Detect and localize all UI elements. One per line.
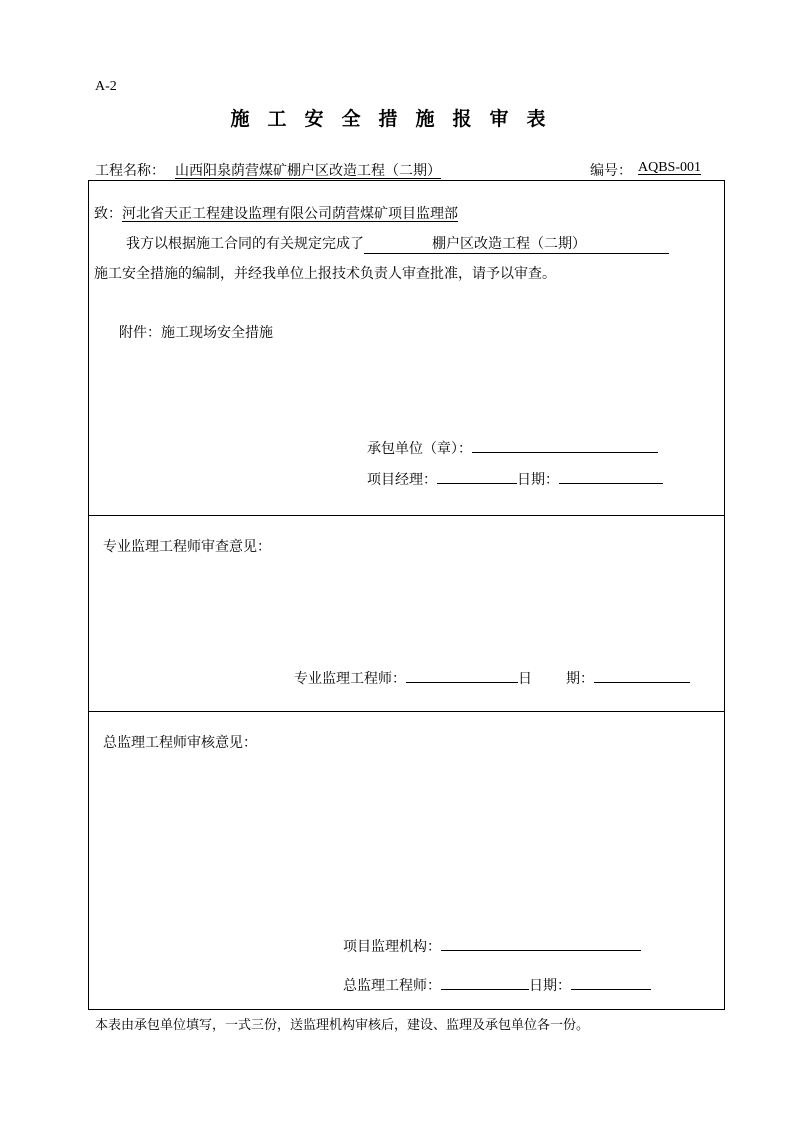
statement-line-2: 施工安全措施的编制，并经我单位上报技术负责人审查批准，请予以审查。	[94, 266, 556, 282]
manager-date-row	[367, 468, 663, 489]
date-label: 日期：	[517, 472, 559, 488]
chief-review-heading: 总监理工程师审核意见：	[103, 735, 257, 751]
project-name-label: 工程名称：	[95, 163, 165, 179]
contractor-seal-field[interactable]	[472, 437, 658, 453]
chief-date-field[interactable]	[571, 974, 651, 990]
engineer-date-field[interactable]	[594, 667, 690, 683]
completed-work-value: 棚户区改造工程（二期）	[432, 236, 586, 252]
chief-sign-row	[343, 974, 651, 995]
project-name-value: 山西阳泉荫营煤矿棚户区改造工程（二期）	[175, 163, 441, 179]
form-title	[0, 104, 794, 131]
project-manager-field[interactable]	[437, 468, 517, 484]
serial-number-value: AQBS-001	[638, 160, 702, 175]
chief-date-label: 日期：	[529, 978, 571, 994]
engineer-sign-row	[294, 667, 690, 688]
chief-engineer-label: 总监理工程师：	[343, 978, 441, 994]
statement-line-1	[126, 233, 669, 254]
project-manager-label: 项目经理：	[367, 472, 437, 488]
engineer-date-label-period: 期：	[566, 671, 594, 687]
serial-number-label: 编号：	[590, 163, 632, 179]
contractor-seal-row	[367, 437, 658, 458]
supervision-org-label: 项目监理机构：	[343, 939, 441, 955]
form-title-text: 施工安全措施报审表	[230, 108, 564, 130]
engineer-date-label-day: 日	[518, 671, 532, 687]
attachment-note: 附件：施工现场安全措施	[119, 325, 273, 341]
addressee-line	[94, 203, 458, 223]
section-divider-1	[89, 515, 724, 516]
addressee-label: 致：	[94, 206, 122, 222]
engineer-review-heading: 专业监理工程师审查意见：	[103, 539, 271, 555]
date-field[interactable]	[559, 468, 663, 484]
contractor-seal-label: 承包单位（章）：	[367, 441, 472, 457]
completed-work-field	[364, 233, 669, 254]
engineer-label: 专业监理工程师：	[294, 671, 406, 687]
form-code: A-2	[95, 79, 117, 94]
supervision-org-field[interactable]	[441, 935, 641, 951]
supervision-org-row	[343, 935, 641, 956]
statement-prefix: 我方以根据施工合同的有关规定完成了	[126, 236, 364, 252]
chief-engineer-field[interactable]	[441, 974, 529, 990]
section-divider-2	[89, 711, 724, 712]
engineer-field[interactable]	[406, 667, 518, 683]
form-table	[88, 180, 725, 1010]
footer-note: 本表由承包单位填写，一式三份，送监理机构审核后，建设、监理及承包单位各一份。	[95, 1018, 590, 1033]
addressee-value: 河北省天正工程建设监理有限公司荫营煤矿项目监理部	[122, 206, 458, 222]
